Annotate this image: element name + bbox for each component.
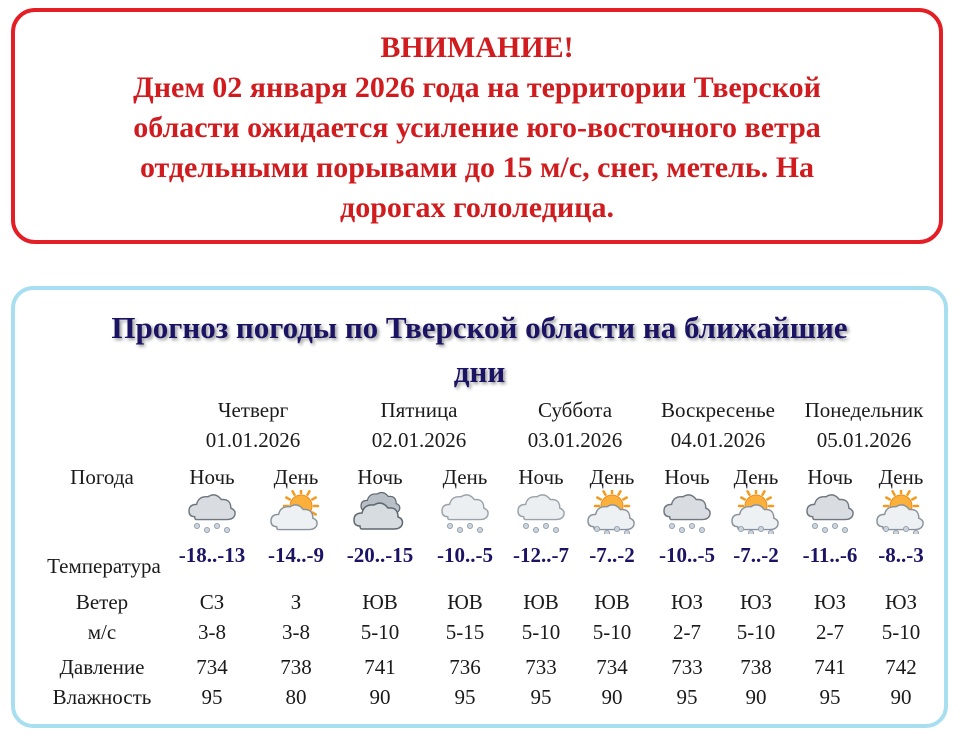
day-date: 05.01.2026 (816, 428, 912, 452)
warning-text (15, 68, 939, 228)
forecast-title-line: Прогноз погоды по Тверской области на ближайшие (111, 310, 848, 345)
temperature-value: -7..-2 (733, 543, 779, 567)
humidity-value: 95 (676, 685, 698, 709)
sun-snow-icon (585, 490, 639, 534)
wind-speed: 5-15 (445, 620, 485, 644)
sun-snow-icon (729, 490, 783, 534)
temperature-value: -7..-2 (589, 543, 635, 567)
pressure-value: 734 (596, 655, 628, 679)
wind-speed: 5-10 (736, 620, 776, 644)
period-label: Ночь (357, 465, 403, 489)
wind-direction: СЗ (199, 590, 225, 614)
wind-speed: 2-7 (816, 620, 844, 644)
snow-light-icon (514, 490, 568, 534)
period-label: День (273, 465, 319, 489)
overcast-icon (353, 490, 407, 534)
period-label: Ночь (518, 465, 564, 489)
warning-line: области ожидается усиление юго-восточного ветра (133, 111, 821, 144)
day-name: Суббота (537, 398, 613, 422)
day-date: 03.01.2026 (527, 428, 623, 452)
pressure-value: 742 (885, 655, 917, 679)
temperature-value: -14..-9 (268, 543, 324, 567)
period-label: Ночь (807, 465, 853, 489)
wind-speed: 5-10 (592, 620, 632, 644)
row-label-wind: Ветер (75, 590, 129, 614)
humidity-value: 95 (201, 685, 223, 709)
period-label: День (733, 465, 779, 489)
wind-speed: 3-8 (198, 620, 226, 644)
forecast-title (15, 306, 944, 394)
day-date: 04.01.2026 (670, 428, 766, 452)
cloud-snow-icon (660, 490, 714, 534)
humidity-value: 90 (890, 685, 912, 709)
temperature-value: -18..-13 (178, 543, 246, 567)
wind-direction: ЮВ (447, 590, 483, 614)
warning-line: дорогах гололедица. (340, 191, 614, 224)
row-label-wind-unit: м/с (87, 620, 117, 644)
wind-direction: ЮВ (362, 590, 398, 614)
sun-cloud-icon (269, 490, 323, 534)
pressure-value: 733 (671, 655, 703, 679)
humidity-value: 95 (819, 685, 841, 709)
pressure-value: 738 (280, 655, 312, 679)
pressure-value: 736 (449, 655, 481, 679)
wind-direction: ЮВ (523, 590, 559, 614)
wind-direction: ЮЗ (670, 590, 704, 614)
day-name: Понедельник (804, 398, 924, 422)
forecast-panel (11, 286, 948, 728)
temperature-value: -12..-7 (513, 543, 569, 567)
temperature-value: -11..-6 (802, 543, 858, 567)
wind-speed: 5-10 (360, 620, 400, 644)
pressure-value: 734 (196, 655, 228, 679)
wind-direction: З (290, 590, 302, 614)
period-label: День (589, 465, 635, 489)
day-name: Воскресенье (661, 398, 775, 422)
cloud-snow-icon (185, 490, 239, 534)
period-label: День (442, 465, 488, 489)
temperature-value: -8..-3 (878, 543, 924, 567)
cloud-snow-icon (803, 490, 857, 534)
warning-line: Днем 02 января 2026 года на территории Тверской (133, 71, 821, 104)
period-label: Ночь (189, 465, 235, 489)
wind-direction: ЮЗ (739, 590, 773, 614)
wind-speed: 5-10 (881, 620, 921, 644)
warning-line: отдельными порывами до 15 м/с, снег, метель. На (139, 151, 815, 184)
humidity-value: 95 (530, 685, 552, 709)
row-label-pressure: Давление (59, 655, 145, 679)
day-name: Четверг (217, 398, 289, 422)
humidity-value: 90 (369, 685, 391, 709)
humidity-value: 80 (285, 685, 307, 709)
wind-direction: ЮЗ (813, 590, 847, 614)
wind-direction: ЮВ (594, 590, 630, 614)
period-label: Ночь (664, 465, 710, 489)
wind-speed: 5-10 (521, 620, 561, 644)
temperature-value: -20..-15 (346, 543, 414, 567)
pressure-value: 741 (814, 655, 846, 679)
day-date: 01.01.2026 (205, 428, 301, 452)
wind-speed: 2-7 (673, 620, 701, 644)
pressure-value: 741 (364, 655, 396, 679)
pressure-value: 738 (740, 655, 772, 679)
humidity-value: 90 (745, 685, 767, 709)
day-name: Пятница (380, 398, 458, 422)
wind-direction: ЮЗ (884, 590, 918, 614)
day-date: 02.01.2026 (371, 428, 467, 452)
weather-warning-box (11, 8, 943, 244)
pressure-value: 733 (525, 655, 557, 679)
row-label-temperature: Температура (47, 554, 161, 578)
row-label-humidity: Влажность (52, 685, 152, 709)
humidity-value: 95 (454, 685, 476, 709)
humidity-value: 90 (601, 685, 623, 709)
sun-snow-icon (874, 490, 928, 534)
warning-title: ВНИМАНИЕ! (380, 31, 574, 64)
wind-speed: 3-8 (282, 620, 310, 644)
snow-light-icon (438, 490, 492, 534)
temperature-value: -10..-5 (437, 543, 493, 567)
row-label-weather: Погода (70, 465, 134, 489)
forecast-title-line: дни (453, 354, 506, 389)
temperature-value: -10..-5 (659, 543, 715, 567)
period-label: День (878, 465, 924, 489)
